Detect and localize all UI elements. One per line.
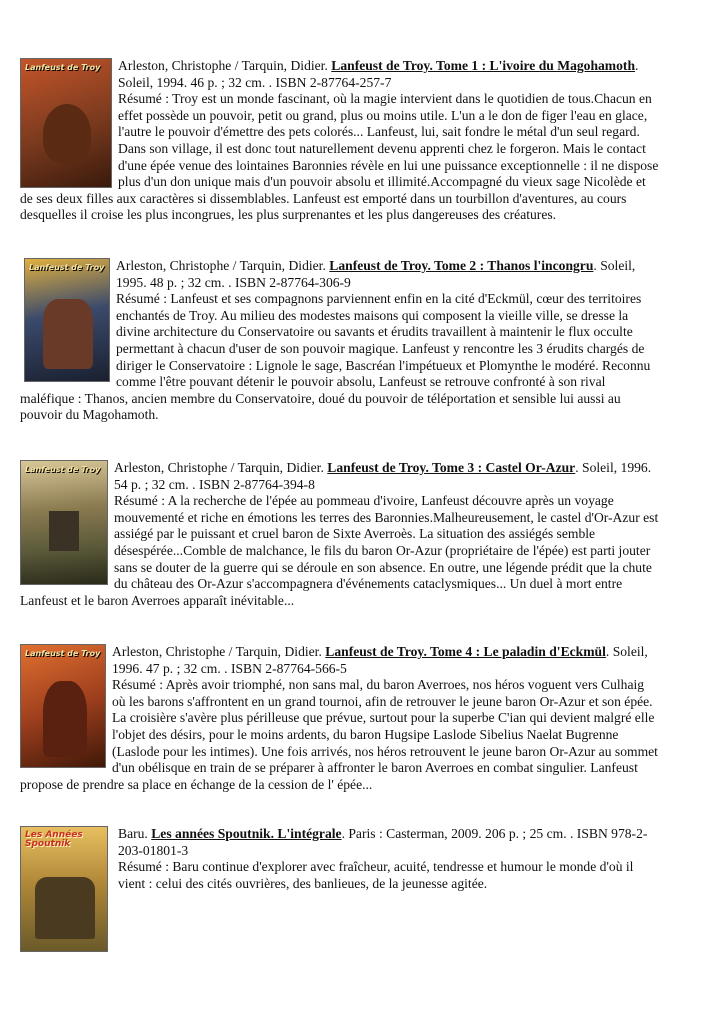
cover-title: Les Années Spoutnik (25, 830, 83, 849)
publisher-info: . Paris : Casterman, 2009. 206 p. ; 25 cm. . ISBN 978-2- (341, 826, 648, 841)
cover-figure (49, 511, 79, 551)
authors: Baru. (118, 826, 148, 841)
cover-title: Lanfeust de Troy (25, 465, 101, 474)
cover-title: Lanfeust de Troy (29, 263, 105, 272)
book-title: Lanfeust de Troy. Tome 1 : L'ivoire du Magohamoth (331, 58, 636, 73)
cover-image-5 (20, 826, 108, 952)
publisher-info: . (635, 58, 639, 73)
cover-title: Lanfeust de Troy (25, 649, 101, 658)
publisher-details: Soleil, 1994. 46 p. ; 32 cm. . ISBN 2-87764-257-7 (118, 74, 392, 90)
publisher-info: . Soleil, (605, 644, 648, 659)
summary: Résumé : Lanfeust et ses compagnons parviennent enfin en la cité d'Eckmül, cœur des territoires enchantés de Troy. Au milieu des modestes maisons qui composent la vieille ville, se dresse la divine architecture du Conservatoire ou savants et érudits travaillent à maintenir le flux occulte permettant à chacun d'user de son pouvoir magique. Lanfeust y rencontre les 3 érudits chargés de diriger le Conservatoire : Lignole le sage, Bascréan l'impétueux et Plomynthe le modéré. Reconnu comme l'être pouvant détenir le pouvoir absolu, Lanfeust se retrouve confronté à son rival maléfique : Thanos, ancien membre du Conservatoire, doué du pouvoir de téléportation et sensible lui aussi au pouvoir du Magohamoth. (20, 291, 651, 423)
cover-image-4 (20, 644, 106, 768)
book-entry-1 (20, 58, 660, 224)
book-title: Lanfeust de Troy. Tome 2 : Thanos l'incongru (329, 258, 594, 273)
cover-figure (43, 299, 93, 369)
book-entry-2 (20, 258, 660, 424)
cover-title: Lanfeust de Troy (25, 63, 101, 72)
authors: Arleston, Christophe / Tarquin, Didier. (112, 644, 322, 659)
book-entry-3 (20, 460, 660, 609)
publisher-info: . Soleil, 1996. (575, 460, 652, 475)
authors: Arleston, Christophe / Tarquin, Didier. (118, 58, 328, 73)
book-title: Les années Spoutnik. L'intégrale (151, 826, 342, 841)
summary: Résumé : Baru continue d'explorer avec fraîcheur, acuité, tendresse et humour le monde d'où il vient : celui des cités ouvrières, des banlieues, de la jeunesse agitée. (118, 859, 634, 891)
authors: Arleston, Christophe / Tarquin, Didier. (116, 258, 326, 273)
book-title: Lanfeust de Troy. Tome 3 : Castel Or-Azur (327, 460, 576, 475)
cover-figure (43, 104, 91, 164)
cover-image-3 (20, 460, 108, 585)
cover-image-2 (24, 258, 110, 382)
publisher-details: 203-01801-3 (118, 842, 189, 858)
authors: Arleston, Christophe / Tarquin, Didier. (114, 460, 324, 475)
book-entry-5 (20, 826, 660, 952)
book-title: Lanfeust de Troy. Tome 4 : Le paladin d'Eckmül (325, 644, 606, 659)
summary: Résumé : Troy est un monde fascinant, où la magie intervient dans le quotidien de tous.Chacun en effet possède un pouvoir, petit ou grand, plus ou moins utile. L'un a le don de figer l'eau en glace, l'autre le pouvoir d'émettre des pets colorés... Lanfeust, lui, sait fondre le métal d'un seul regard. Dans son village, il est donc tout naturellement devenu apprenti chez le forgeron. Mais le contact d'une épée venue des lointaines Baronnies révèle en lui une puissance exceptionnelle : il ne dispose plus d'un don unique mais d'un pouvoir absolu et illimité.Accompagné du vieux sage Nicolède et de ses deux filles aux caractères si dissemblables. Lanfeust est emporté dans un tourbillon d'aventures, au cours desquelles il croise les plus incongrues, les plus surprenantes et les plus dangereuses des créatures. (20, 91, 659, 223)
publisher-details: 1996. 47 p. ; 32 cm. . ISBN 2-87764-566-5 (112, 660, 347, 676)
summary: Résumé : Après avoir triomphé, non sans mal, du baron Averroes, nos héros voguent vers Culhaig où les barons s'affrontent en un grand tournoi, afin de retrouver le jeune baron Or-Azur et son épée. La croisière s'avère plus périlleuse que prévue, surtout pour la superbe C'ian qui devient malgré elle l'objet des désirs, pour le moins ardents, du baron Hugsipe Laslode Sibelius Naelat Bugrenne (Laslode pour les intimes). Une fois arrivés, nos héros retrouvent le jeune baron Or-Azur au sommet d'un obélisque en train de se préparer à affronter le baron Averroes en combat singulier. Lanfeust propose de prendre sa place en échange de la cession de l' épée... (20, 677, 658, 792)
publisher-details: 54 p. ; 32 cm. . ISBN 2-87764-394-8 (114, 476, 315, 492)
cover-figure (43, 681, 87, 757)
publisher-details: 1995. 48 p. ; 32 cm. . ISBN 2-87764-306-9 (116, 274, 351, 290)
book-entry-4 (20, 644, 660, 793)
summary: Résumé : A la recherche de l'épée au pommeau d'ivoire, Lanfeust découvre après un voyage mouvementé et riche en émotions les terres des Baronnies.Malheureusement, le castel d'Or-Azur est assiégé par le puissant et cruel baron de Sixte Averroès. La situation des assiégés semble désespérée...Comble de malchance, le fils du baron Or-Azur (propriétaire de l'épée) est parti jouter sans se douter de la guerre qui se déroule en son absence. En outre, une légende prédit que la chute du château des Or-Azur s'accompagnera d'événements cataclysmiques... Un duel à mort entre Lanfeust et le baron Averroes apparaît inévitable... (20, 493, 659, 608)
cover-figure (35, 877, 95, 939)
cover-image-1 (20, 58, 112, 188)
publisher-info: . Soleil, (593, 258, 636, 273)
